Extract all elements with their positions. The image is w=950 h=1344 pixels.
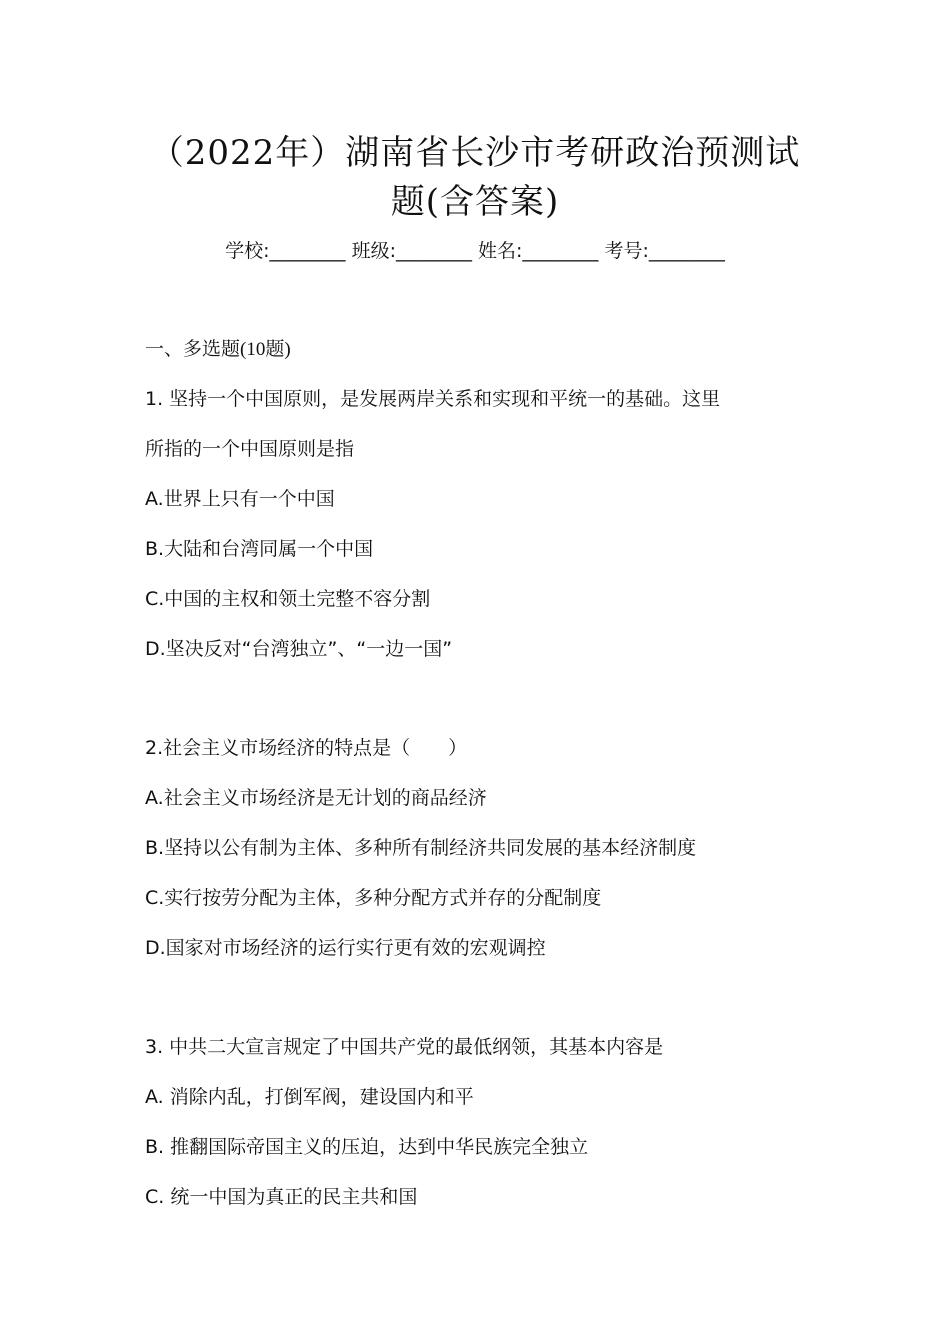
question-1-option-c: C.中国的主权和领土完整不容分割	[145, 588, 431, 610]
question-1-stem-line-2: 所指的一个中国原则是指	[145, 438, 355, 460]
question-1-option-d: D.坚决反对“台湾独立”、“一边一国”	[145, 638, 453, 660]
name-field: 姓名:________	[478, 240, 599, 262]
question-1-stem-line-1: 1. 坚持一个中国原则，是发展两岸关系和实现和平统一的基础。这里	[145, 388, 721, 410]
question-2-stem: 2.社会主义市场经济的特点是（ ）	[145, 737, 468, 759]
question-3-stem: 3. 中共二大宣言规定了中国共产党的最低纲领，其基本内容是	[145, 1036, 664, 1058]
question-1-option-b: B.大陆和台湾同属一个中国	[145, 538, 374, 560]
question-2-option-b: B.坚持以公有制为主体、多种所有制经济共同发展的基本经济制度	[145, 837, 697, 859]
class-field: 班级:________	[351, 240, 472, 262]
question-3-option-c: C. 统一中国为真正的民主共和国	[145, 1186, 418, 1208]
question-2-option-d: D.国家对市场经济的运行实行更有效的宏观调控	[145, 937, 546, 959]
section-heading: 一、多选题(10题)	[145, 339, 291, 360]
student-info-fields	[120, 236, 830, 266]
question-3-option-a: A. 消除内乱，打倒军阀，建设国内和平	[145, 1086, 474, 1108]
school-field: 学校:________	[225, 240, 346, 262]
question-2-option-c: C.实行按劳分配为主体，多种分配方式并存的分配制度	[145, 887, 602, 909]
question-1-option-a: A.世界上只有一个中国	[145, 488, 335, 510]
question-2-option-a: A.社会主义市场经济是无计划的商品经济	[145, 787, 487, 809]
document-title-line-1: （2022年）湖南省长沙市考研政治预测试	[149, 133, 801, 173]
exam-number-field: 考号:________	[604, 240, 725, 262]
question-3-option-b: B. 推翻国际帝国主义的压迫，达到中华民族完全独立	[145, 1136, 589, 1158]
document-title-line-2: 题(含答案)	[390, 182, 560, 222]
